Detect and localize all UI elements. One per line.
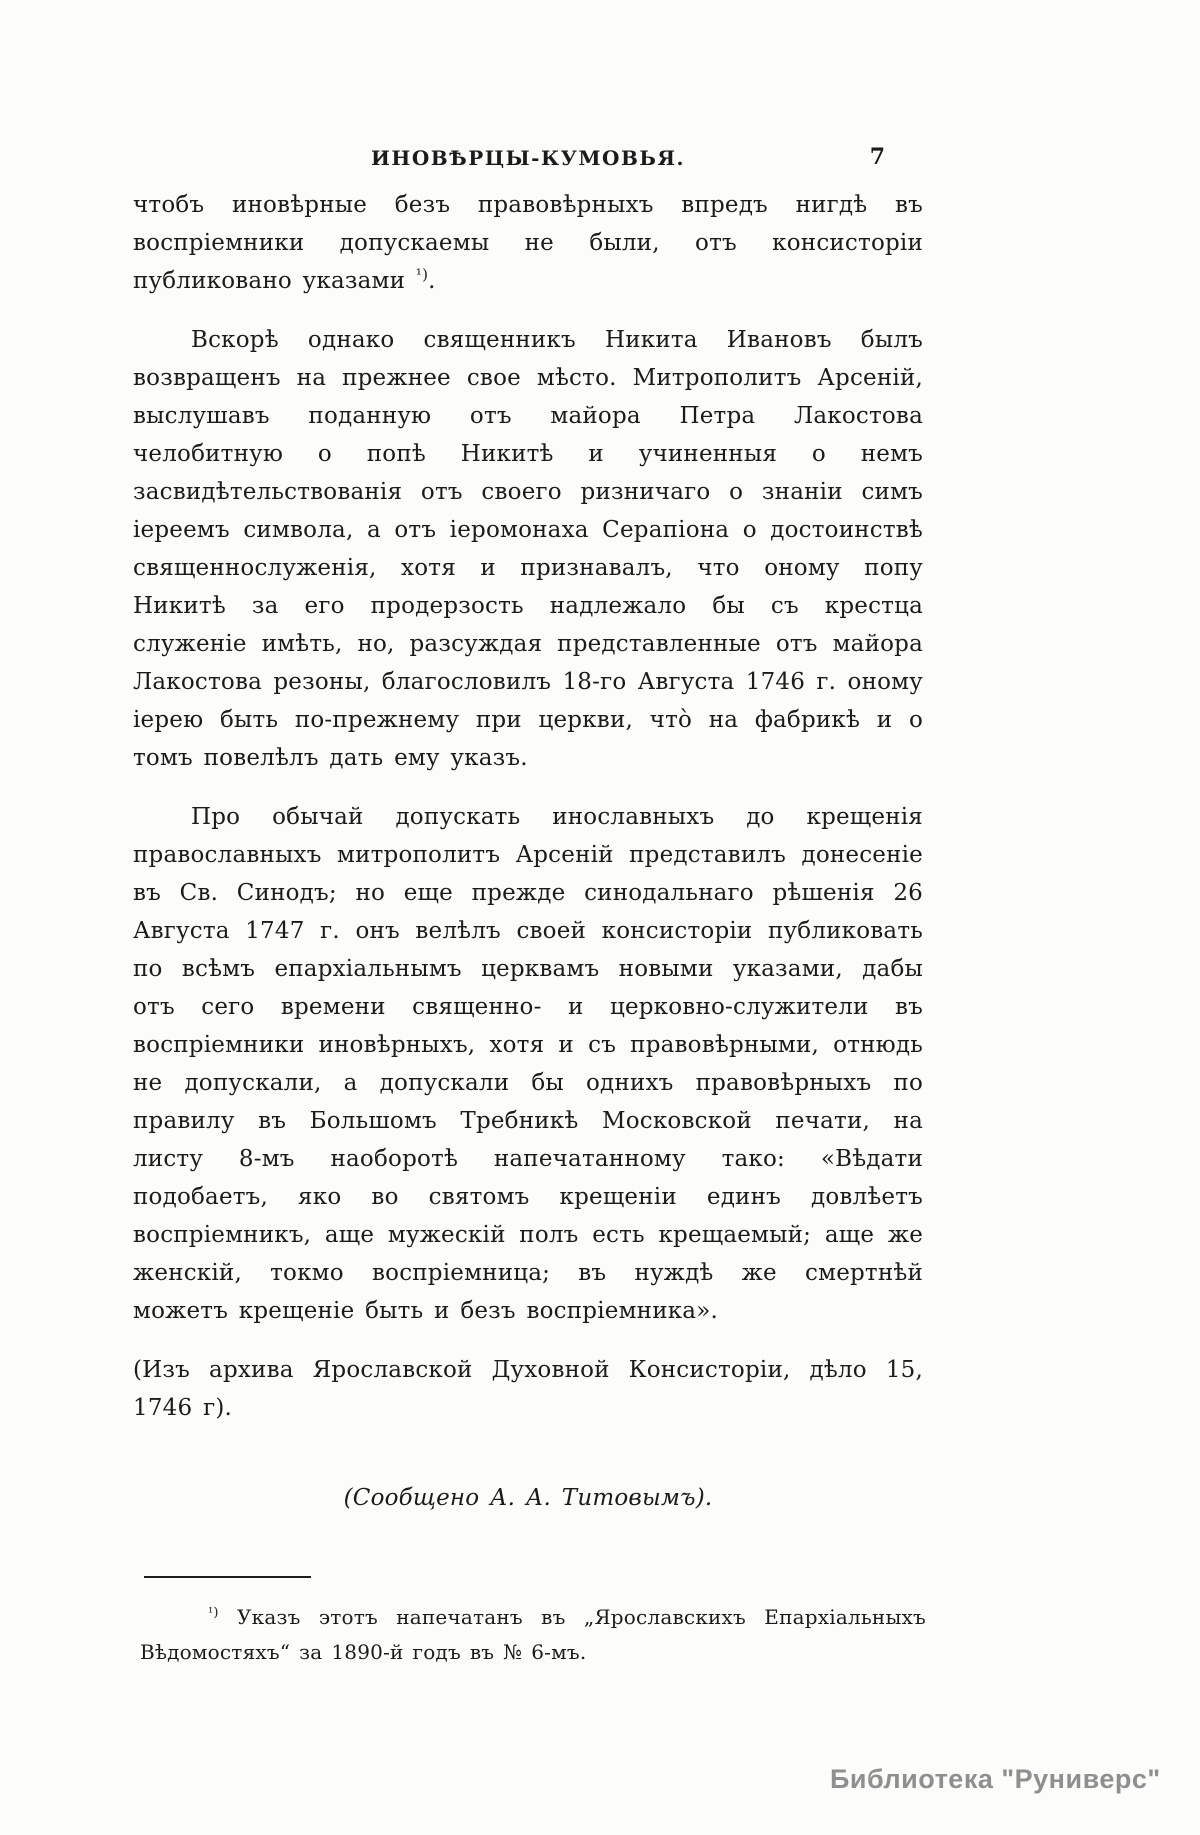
footnote-reference: ¹): [415, 265, 429, 284]
body-text: [133, 186, 923, 1511]
paragraph-custom-of-godparents: Про обычай допускать инославныхъ до крещенія православныхъ митрополитъ Арсеній представилъ донесеніе въ Св. Синодъ; но еще прежде синодальнаго рѣшенія 26 Августа 1747 г. онъ велѣлъ своей консисторіи публиковать по всѣмъ епархіальнымъ церквамъ новыми указами, дабы отъ сего времени священно- и церковно-служители въ воспріемники иновѣрныхъ, хотя и съ правовѣрными, отнюдь не допускали, а допускали бы однихъ правовѣрныхъ по правилу въ Большомъ Требникѣ Московской печати, на листу 8-мъ наоборотѣ напечатанному тако: «Вѣдати подобаетъ, яко во святомъ крещеніи единъ довлѣетъ воспріемникъ, аще мужескій полъ есть крещаемый; аще же женскій, токмо воспріемница; въ нуждѣ же смертнѣй можетъ крещеніе быть и безъ воспріемника».: [133, 804, 923, 1324]
archive-source-line: (Изъ архива Ярославской Духовной Консисторіи, дѣло 15, 1746 г).: [133, 1357, 923, 1421]
library-watermark: Библиотека "Руниверс": [830, 1764, 1161, 1794]
page-header: [133, 146, 923, 180]
paragraph-tail: .: [428, 268, 436, 294]
footnote-area: [140, 1576, 926, 1670]
footnote-divider: [144, 1576, 311, 1578]
page-number: 7: [869, 144, 885, 170]
footnote: [140, 1600, 926, 1670]
footnote-text: Указъ этотъ напечатанъ въ „Ярославскихъ Епархіальныхъ Вѣдомостяхъ“ за 1890-й годъ въ № 6-мъ.: [140, 1605, 926, 1664]
attribution-line: (Сообщено А. А. Титовымъ).: [343, 1485, 713, 1511]
running-title: ИНОВѢРЦЫ-КУМОВЬЯ.: [371, 146, 685, 170]
paragraph-nikita-ivanov: Вскорѣ однако священникъ Никита Ивановъ былъ возвращенъ на прежнее свое мѣсто. Митрополитъ Арсеній, выслушавъ поданную отъ майора Петра Лакостова челобитную о попѣ Никитѣ и учиненныя о немъ засвидѣтельствованія отъ своего ризничаго о знаніи симъ іереемъ символа, а отъ іеромонаха Серапіона о достоинствѣ священнослуженія, хотя и признавалъ, что оному попу Никитѣ за его продерзость надлежало бы съ крестца служеніе имѣть, но, разсуждая представленные отъ майора Лакостова резоны, благословилъ 18-го Августа 1746 г. оному іерею быть по-прежнему при церкви, чтò на фабрикѣ и о томъ повелѣлъ дать ему указъ.: [133, 327, 923, 771]
paragraph-continuation: [133, 186, 923, 300]
footnote-marker: ¹): [208, 1605, 219, 1621]
paragraph-text: чтобъ иновѣрные безъ правовѣрныхъ впредъ нигдѣ въ воспріемники допускаемы не были, отъ консисторіи публиковано указами: [133, 192, 923, 294]
